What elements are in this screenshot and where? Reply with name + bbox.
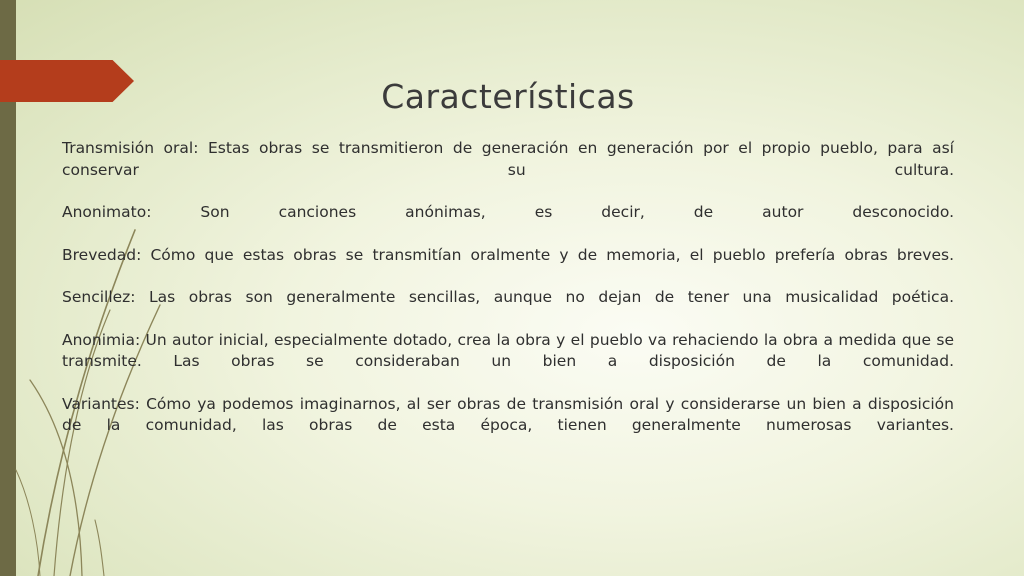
paragraph-sencillez: Sencillez: Las obras son generalmente sencillas, aunque no dejan de tener una musicalidad poética. bbox=[62, 288, 954, 306]
paragraph-transmision-oral: Transmisión oral: Estas obras se transmitieron de generación en generación por el propio pueblo, para así conservar su cultura. bbox=[62, 139, 954, 179]
paragraph-anonimia: Anonimia: Un autor inicial, especialmente dotado, crea la obra y el pueblo va rehaciendo la obra a medida que se transmite. Las obras se consideraban un bien a disposición de la comunidad. bbox=[62, 330, 954, 370]
paragraph-brevedad: Brevedad: Cómo que estas obras se transmitían oralmente y de memoria, el pueblo prefería obras breves. bbox=[62, 245, 954, 264]
slide-content bbox=[62, 138, 954, 458]
paragraph-variantes: Variantes: Cómo ya podemos imaginarnos, al ser obras de transmisión oral y considerarse un bien a disposición de la comunidad, las obras de esta época, tienen generalmente numerosas variantes. bbox=[62, 394, 954, 434]
decorative-curve bbox=[16, 470, 40, 576]
paragraph-anonimato: Anonimato: Son canciones anónimas, es decir, de autor desconocido. bbox=[62, 203, 954, 221]
decorative-curve bbox=[95, 520, 104, 576]
slide-title: Características bbox=[381, 77, 635, 117]
